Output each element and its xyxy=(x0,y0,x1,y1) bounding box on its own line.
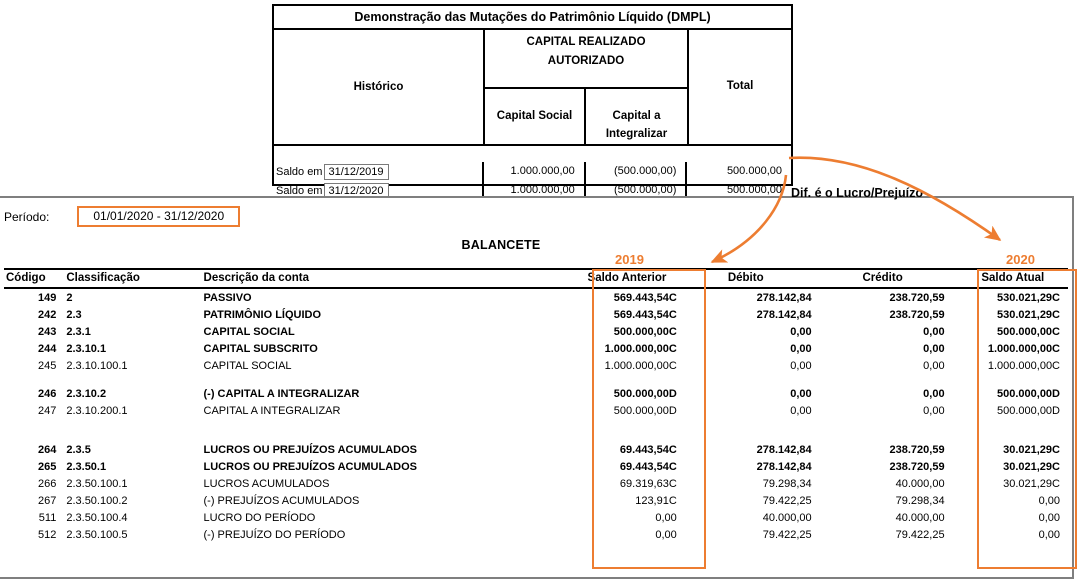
cell-saldo-anterior: 0,00 xyxy=(655,511,677,524)
cell-saldo-atual: 0,00 xyxy=(1038,511,1060,524)
dmpl-row-capital-integralizar: (500.000,00) xyxy=(586,162,688,181)
dmpl-row-capital-integralizar: (500.000,00) xyxy=(586,181,688,200)
periodo-label: Período: xyxy=(4,209,50,224)
cell-classificacao: 2.3.10.2 xyxy=(66,387,107,400)
dmpl-title: Demonstração das Mutações do Patrimônio Líquido (DMPL) xyxy=(274,6,791,30)
table-spacer-row xyxy=(4,374,1068,385)
cell-saldo-atual: 0,00 xyxy=(1038,494,1060,507)
cell-descricao: (-) PREJUÍZOS ACUMULADOS xyxy=(203,494,360,507)
dmpl-row-label: Saldo em xyxy=(276,184,323,197)
cell-descricao: CAPITAL A INTEGRALIZAR xyxy=(203,404,341,417)
cell-credito: 0,00 xyxy=(923,342,945,355)
cell-classificacao: 2.3.10.1 xyxy=(66,342,107,355)
cell-saldo-atual: 0,00 xyxy=(1038,528,1060,541)
dmpl-col-capital-social-header: Capital Social xyxy=(485,89,586,144)
cell-saldo-anterior: 500.000,00C xyxy=(613,325,677,338)
dmpl-table xyxy=(272,4,793,197)
balancete-table xyxy=(4,268,1068,543)
dmpl-row-total: 500.000,00 xyxy=(726,184,782,196)
cell-descricao: CAPITAL SUBSCRITO xyxy=(203,342,318,355)
spacer-cell xyxy=(4,430,1068,441)
cell-classificacao: 2.3.50.100.2 xyxy=(66,494,128,507)
cell-saldo-anterior: 69.443,54C xyxy=(619,460,677,473)
cell-saldo-atual: 1.000.000,00C xyxy=(987,342,1060,355)
spacer-cell xyxy=(4,419,1068,430)
dmpl-col-capital-integralizar-header xyxy=(586,89,687,144)
periodo-row xyxy=(4,206,240,227)
cell-credito: 79.298,34 xyxy=(895,494,945,507)
cell-debito: 278.142,84 xyxy=(756,308,812,321)
cell-classificacao: 2.3.50.100.1 xyxy=(66,477,128,490)
dmpl-capital-subheaders xyxy=(485,89,687,144)
dmpl-row-capital-social: 1.000.000,00 xyxy=(484,162,586,181)
table-row[interactable] xyxy=(4,385,1068,402)
table-row[interactable] xyxy=(4,340,1068,357)
cell-descricao: LUCROS OU PREJUÍZOS ACUMULADOS xyxy=(203,443,418,456)
cell-debito: 40.000,00 xyxy=(762,511,812,524)
cell-saldo-anterior: 69.443,54C xyxy=(619,443,677,456)
dmpl-row-total: 500.000,00 xyxy=(726,165,782,177)
table-row[interactable] xyxy=(4,475,1068,492)
cell-codigo: 267 xyxy=(37,494,57,507)
cell-debito: 79.422,25 xyxy=(762,494,812,507)
cell-credito: 40.000,00 xyxy=(895,511,945,524)
dmpl-capital-a-line2: Integralizar xyxy=(605,128,668,140)
cell-saldo-anterior: 123,91C xyxy=(635,494,677,507)
dmpl-date-field[interactable]: 31/12/2020 xyxy=(324,183,388,199)
cell-codigo: 242 xyxy=(37,308,57,321)
table-row[interactable] xyxy=(4,288,1068,306)
table-row[interactable] xyxy=(4,323,1068,340)
cell-debito: 0,00 xyxy=(790,359,812,372)
dmpl-row-capital-social: 1.000.000,00 xyxy=(484,181,586,200)
cell-codigo: 512 xyxy=(37,528,57,541)
cell-saldo-anterior: 569.443,54C xyxy=(613,291,677,304)
column-header-credito: Crédito xyxy=(824,269,958,288)
cell-descricao: CAPITAL SOCIAL xyxy=(203,325,295,338)
cell-classificacao: 2.3.50.1 xyxy=(66,460,107,473)
cell-codigo: 246 xyxy=(37,387,57,400)
cell-credito: 238.720,59 xyxy=(889,291,945,304)
dmpl-row-historico xyxy=(274,162,484,181)
cell-credito: 0,00 xyxy=(923,325,945,338)
dmpl-col-historico-header: Histórico xyxy=(274,30,485,144)
cell-credito: 79.422,25 xyxy=(895,528,945,541)
cell-debito: 0,00 xyxy=(790,342,812,355)
cell-saldo-atual: 30.021,29C xyxy=(1003,443,1060,456)
table-spacer-row xyxy=(4,419,1068,430)
cell-debito: 0,00 xyxy=(790,404,812,417)
balancete-panel xyxy=(0,196,1074,579)
dmpl-capital-realizado-line1: CAPITAL REALIZADO xyxy=(526,36,646,48)
cell-classificacao: 2.3.10.200.1 xyxy=(66,404,128,417)
cell-saldo-atual: 1.000.000,00C xyxy=(987,359,1060,372)
cell-codigo: 243 xyxy=(37,325,57,338)
cell-credito: 0,00 xyxy=(923,387,945,400)
cell-codigo: 245 xyxy=(37,359,57,372)
table-row[interactable] xyxy=(4,306,1068,323)
cell-descricao: (-) CAPITAL A INTEGRALIZAR xyxy=(203,387,360,400)
dmpl-capital-a-line1: Capital a xyxy=(612,110,661,122)
table-row[interactable] xyxy=(4,526,1068,543)
cell-credito: 238.720,59 xyxy=(889,308,945,321)
year-label-2020: 2020 xyxy=(1006,252,1035,267)
cell-saldo-atual: 30.021,29C xyxy=(1003,477,1060,490)
cell-classificacao: 2.3 xyxy=(66,308,82,321)
table-header-row xyxy=(4,269,1068,288)
dmpl-header-row xyxy=(274,30,791,146)
dmpl-row xyxy=(274,162,791,181)
cell-descricao: PASSIVO xyxy=(203,291,252,304)
cell-debito: 79.422,25 xyxy=(762,528,812,541)
cell-debito: 278.142,84 xyxy=(756,291,812,304)
cell-saldo-atual: 500.000,00D xyxy=(997,387,1060,400)
dmpl-capital-realizado-header xyxy=(485,30,687,89)
cell-classificacao: 2.3.10.100.1 xyxy=(66,359,128,372)
dmpl-capital-realizado-line2: AUTORIZADO xyxy=(547,55,625,67)
cell-credito: 238.720,59 xyxy=(889,443,945,456)
table-row[interactable] xyxy=(4,509,1068,526)
column-header-saldo-anterior: Saldo Anterior xyxy=(570,269,684,288)
cell-classificacao: 2.3.1 xyxy=(66,325,91,338)
cell-saldo-anterior: 569.443,54C xyxy=(613,308,677,321)
cell-saldo-anterior: 500.000,00D xyxy=(613,387,677,400)
cell-debito: 0,00 xyxy=(790,387,812,400)
cell-saldo-atual: 500.000,00C xyxy=(997,325,1060,338)
dmpl-row-label: Saldo em xyxy=(276,165,323,178)
cell-classificacao: 2.3.5 xyxy=(66,443,91,456)
cell-codigo: 264 xyxy=(37,443,57,456)
cell-saldo-anterior: 1.000.000,00C xyxy=(604,342,677,355)
cell-saldo-anterior: 1.000.000,00C xyxy=(604,359,677,372)
cell-credito: 238.720,59 xyxy=(889,460,945,473)
column-header-debito: Débito xyxy=(684,269,824,288)
cell-saldo-atual: 530.021,29C xyxy=(997,291,1060,304)
cell-classificacao: 2.3.50.100.5 xyxy=(66,528,128,541)
cell-descricao: LUCRO DO PERÍODO xyxy=(203,511,316,524)
periodo-value-field[interactable]: 01/01/2020 - 31/12/2020 xyxy=(77,206,240,227)
cell-saldo-anterior: 69.319,63C xyxy=(619,477,677,490)
dmpl-body xyxy=(274,146,791,200)
cell-debito: 278.142,84 xyxy=(756,443,812,456)
cell-descricao: (-) PREJUÍZO DO PERÍODO xyxy=(203,528,346,541)
annotation-label: Dif. é o Lucro/Prejuízo xyxy=(791,186,923,200)
cell-saldo-anterior: 0,00 xyxy=(655,528,677,541)
cell-classificacao: 2.3.50.100.4 xyxy=(66,511,128,524)
cell-codigo: 511 xyxy=(38,511,57,524)
balancete-table-body xyxy=(4,288,1068,543)
cell-saldo-atual: 530.021,29C xyxy=(997,308,1060,321)
cell-codigo: 149 xyxy=(37,291,57,304)
table-row[interactable] xyxy=(4,458,1068,475)
table-row[interactable] xyxy=(4,402,1068,419)
cell-classificacao: 2 xyxy=(66,291,73,304)
cell-codigo: 266 xyxy=(37,477,57,490)
dmpl-col-total-header: Total xyxy=(726,80,754,92)
cell-descricao: CAPITAL SOCIAL xyxy=(203,359,292,372)
column-header-codigo: Código xyxy=(4,269,60,288)
cell-credito: 0,00 xyxy=(923,359,945,372)
cell-debito: 0,00 xyxy=(790,325,812,338)
table-row[interactable] xyxy=(4,492,1068,509)
column-header-classificacao: Classificação xyxy=(60,269,197,288)
table-row[interactable] xyxy=(4,441,1068,458)
cell-codigo: 244 xyxy=(37,342,57,355)
cell-saldo-atual: 500.000,00D xyxy=(997,404,1060,417)
cell-saldo-atual: 30.021,29C xyxy=(1003,460,1060,473)
year-label-2019: 2019 xyxy=(615,252,644,267)
cell-codigo: 265 xyxy=(37,460,57,473)
spacer-cell xyxy=(4,374,1068,385)
cell-descricao: PATRIMÔNIO LÍQUIDO xyxy=(203,308,322,321)
cell-codigo: 247 xyxy=(37,404,57,417)
cell-debito: 79.298,34 xyxy=(762,477,812,490)
column-header-descricao: Descrição da conta xyxy=(198,269,571,288)
cell-saldo-anterior: 500.000,00D xyxy=(613,404,677,417)
cell-credito: 40.000,00 xyxy=(895,477,945,490)
dmpl-capital-group xyxy=(485,30,689,144)
dmpl-date-field[interactable]: 31/12/2019 xyxy=(324,164,388,180)
cell-credito: 0,00 xyxy=(923,404,945,417)
cell-descricao: LUCROS ACUMULADOS xyxy=(203,477,330,490)
table-spacer-row xyxy=(4,430,1068,441)
table-row[interactable] xyxy=(4,357,1068,374)
column-header-saldo-atual: Saldo Atual xyxy=(958,269,1068,288)
balancete-title: BALANCETE xyxy=(461,238,541,252)
cell-descricao: LUCROS OU PREJUÍZOS ACUMULADOS xyxy=(203,460,418,473)
cell-debito: 278.142,84 xyxy=(756,460,812,473)
